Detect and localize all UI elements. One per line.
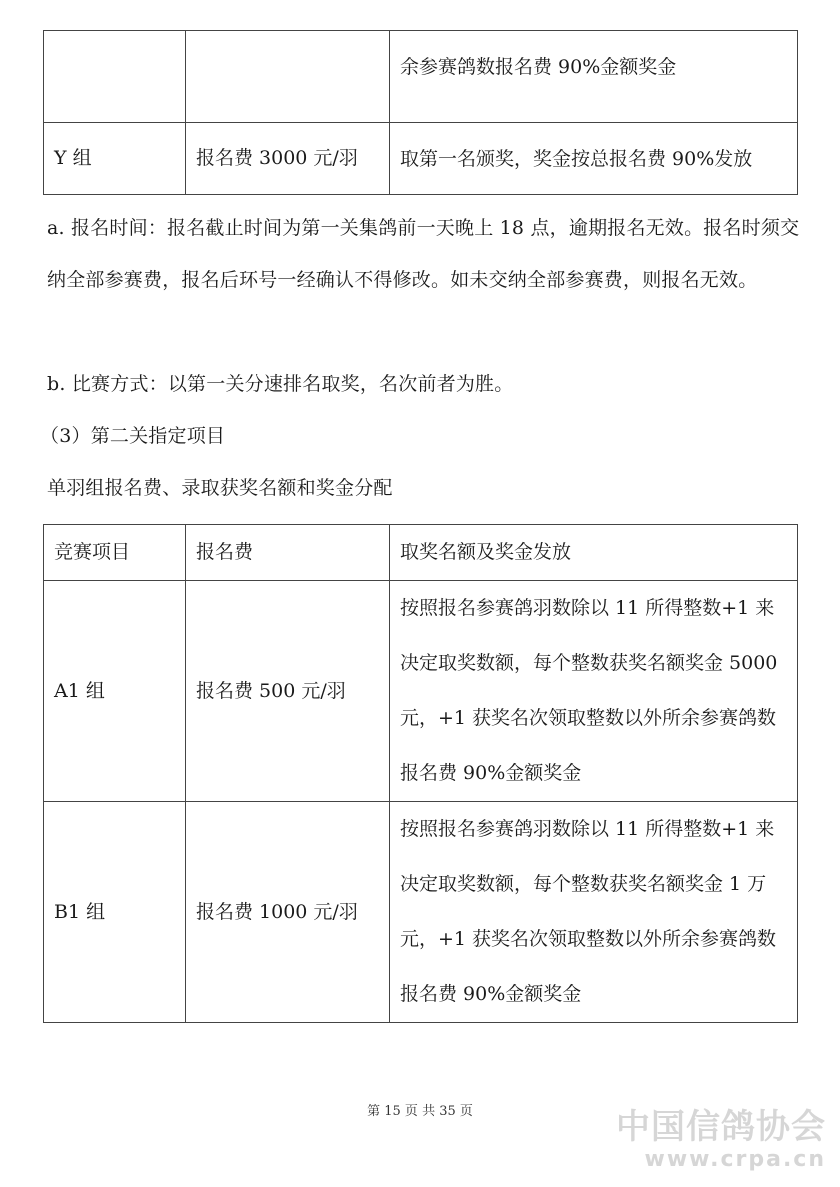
table-header-cell: 取奖名额及奖金发放: [390, 525, 798, 581]
prize-table-continued: [43, 30, 798, 195]
table-cell: 报名费 3000 元/羽: [186, 123, 390, 195]
table-cell: B1 组: [44, 802, 186, 1023]
table-cell: 余参赛鸽数报名费 90%金额奖金: [390, 31, 798, 123]
table-cell: 按照报名参赛鸽羽数除以 11 所得整数+1 来决定取奖数额，每个整数获奖名额奖金 1 万元，+1 获奖名次领取整数以外所余参赛鸽数报名费 90%金额奖金: [390, 802, 798, 1023]
competition-method-paragraph: b. 比赛方式：以第一关分速排名取奖，名次前者为胜。: [47, 373, 514, 395]
registration-time-paragraph: a. 报名时间：报名截止时间为第一关集鸽前一天晚上 18 点，逾期报名无效。报名时须交纳全部参赛费，报名后环号一经确认不得修改。如未交纳全部参赛费，则报名无效。: [47, 217, 800, 291]
table-cell: 取第一名颁奖，奖金按总报名费 90%发放: [390, 123, 798, 195]
table-row: [44, 123, 798, 195]
table-cell: Y 组: [44, 123, 186, 195]
table-cell: 报名费 500 元/羽: [186, 581, 390, 802]
table-header-cell: 竞赛项目: [44, 525, 186, 581]
table-row: [44, 31, 798, 123]
page-number: 第 15 页 共 35 页: [367, 1104, 473, 1119]
section-heading: （3）第二关指定项目: [40, 425, 226, 447]
table-header-cell: 报名费: [186, 525, 390, 581]
table-row: [44, 581, 798, 802]
table-cell: 按照报名参赛鸽羽数除以 11 所得整数+1 来决定取奖数额，每个整数获奖名额奖金 5000 元，+1 获奖名次领取整数以外所余参赛鸽数报名费 90%金额奖金: [390, 581, 798, 802]
table-cell: [186, 31, 390, 123]
watermark-name: 中国信鸽协会: [616, 1107, 826, 1147]
table-row: [44, 802, 798, 1023]
table-cell: 报名费 1000 元/羽: [186, 802, 390, 1023]
table-cell: [44, 31, 186, 123]
watermark-url: www.crpa.cn: [644, 1147, 826, 1172]
table-cell: A1 组: [44, 581, 186, 802]
table-title: 单羽组报名费、录取获奖名额和奖金分配: [47, 477, 393, 499]
table-header-row: [44, 525, 798, 581]
second-stage-prize-table: [43, 524, 798, 1023]
watermark: [616, 1107, 826, 1173]
